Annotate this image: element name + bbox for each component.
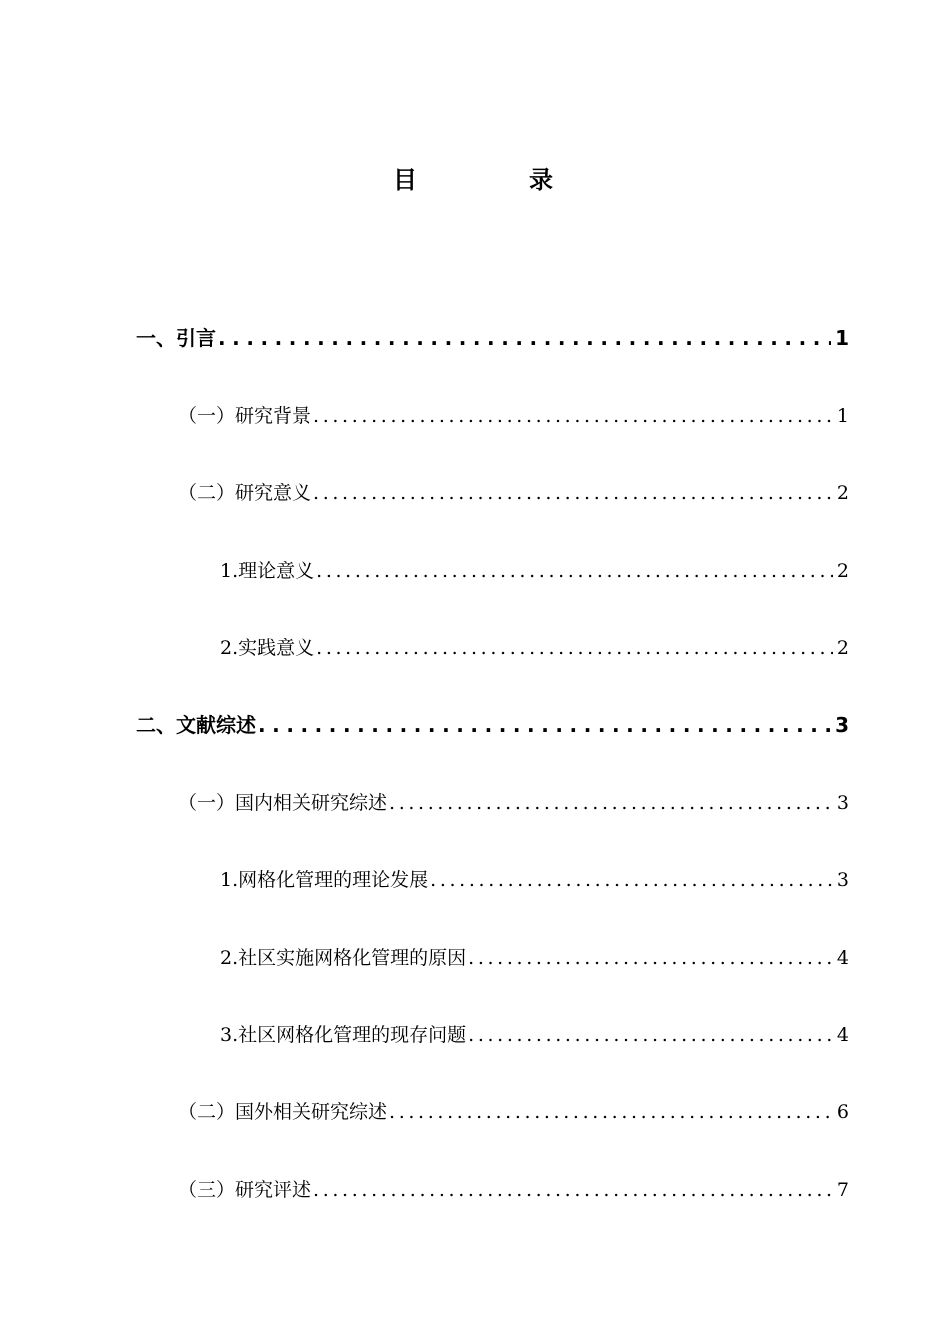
toc-page-number: 1 xyxy=(836,405,849,427)
toc-entry-literature-review[interactable] xyxy=(0,711,849,739)
toc-dot-leader xyxy=(389,789,833,817)
toc-entry-theory-development[interactable] xyxy=(0,866,849,894)
toc-entry-label: 1.理论意义 xyxy=(220,560,315,582)
toc-entry-introduction[interactable] xyxy=(0,324,849,352)
toc-entry-label: 1.网格化管理的理论发展 xyxy=(220,869,429,891)
toc-dot-leader xyxy=(316,634,833,662)
toc-dot-leader xyxy=(468,944,833,972)
toc-entry-existing-problems[interactable] xyxy=(0,1021,849,1049)
toc-dot-leader xyxy=(258,711,831,739)
toc-page-number: 4 xyxy=(836,947,849,969)
toc-entry-domestic-research[interactable] xyxy=(0,789,849,817)
toc-dot-leader xyxy=(313,479,833,507)
toc-dot-leader xyxy=(430,866,833,894)
toc-entry-label: 2.实践意义 xyxy=(220,637,315,659)
toc-dot-leader xyxy=(313,1176,833,1204)
toc-page-number: 7 xyxy=(836,1179,849,1201)
toc-entry-foreign-research[interactable] xyxy=(0,1098,849,1126)
toc-page-number: 1 xyxy=(835,326,849,350)
page-title: 目 录 xyxy=(393,166,597,194)
toc-entry-label: （二）研究意义 xyxy=(178,482,312,504)
toc-dot-leader xyxy=(218,324,831,352)
toc-page-number: 4 xyxy=(836,1024,849,1046)
toc-entry-label: （三）研究评述 xyxy=(178,1179,312,1201)
toc-dot-leader xyxy=(313,402,833,430)
toc-dot-leader xyxy=(468,1021,833,1049)
toc-dot-leader xyxy=(389,1098,833,1126)
toc-entry-research-background[interactable] xyxy=(0,402,849,430)
toc-page-number: 2 xyxy=(836,482,849,504)
toc-entry-label: （一）研究背景 xyxy=(178,405,312,427)
toc-entry-research-review[interactable] xyxy=(0,1176,849,1204)
toc-entry-theoretical-significance[interactable] xyxy=(0,557,849,585)
toc-page-number: 3 xyxy=(836,792,849,814)
toc-page-number: 2 xyxy=(836,560,849,582)
toc-entry-label: 二、文献综述 xyxy=(136,713,256,737)
toc-entry-practical-significance[interactable] xyxy=(0,634,849,662)
toc-entry-label: （一）国内相关研究综述 xyxy=(178,792,388,814)
toc-dot-leader xyxy=(316,557,833,585)
toc-entry-research-significance[interactable] xyxy=(0,479,849,507)
toc-entry-label: 一、引言 xyxy=(136,326,216,350)
toc-page-number: 3 xyxy=(836,869,849,891)
toc-page-number: 3 xyxy=(835,713,849,737)
toc-page-number: 6 xyxy=(836,1101,849,1123)
toc-entry-label: （二）国外相关研究综述 xyxy=(178,1101,388,1123)
toc-entry-label: 2.社区实施网格化管理的原因 xyxy=(220,947,467,969)
toc-entry-implementation-reasons[interactable] xyxy=(0,944,849,972)
toc-entry-label: 3.社区网格化管理的现存问题 xyxy=(220,1024,467,1046)
toc-page-number: 2 xyxy=(836,637,849,659)
